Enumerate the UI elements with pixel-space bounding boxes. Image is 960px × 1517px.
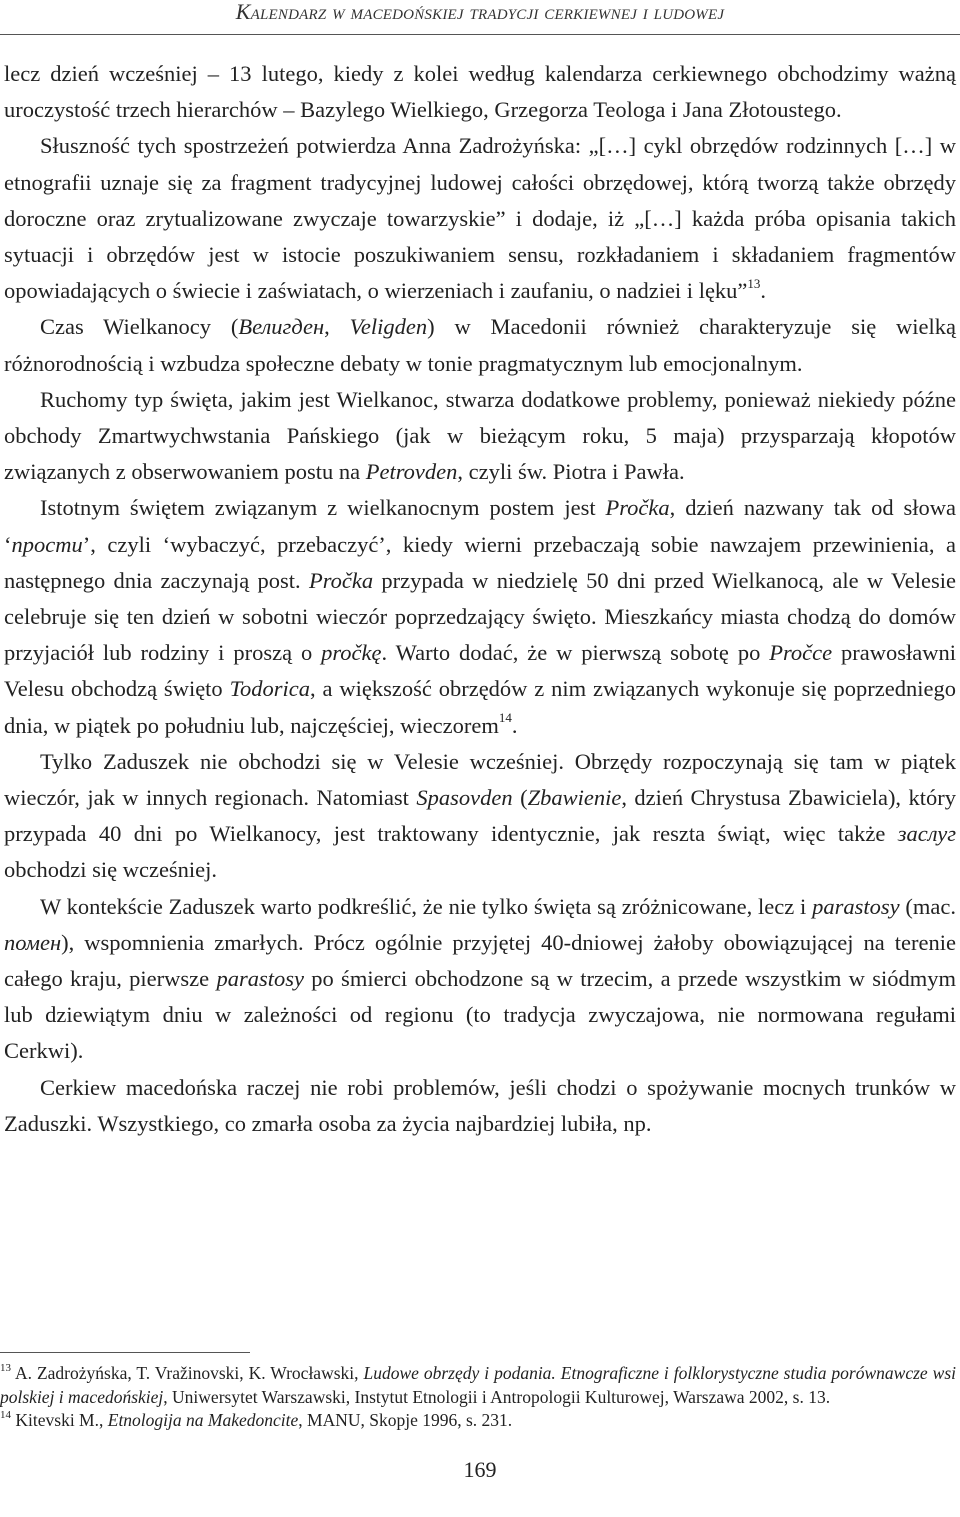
paragraph-4 — [4, 382, 956, 491]
footnote-number: 14 — [0, 1409, 11, 1422]
italic-term: помен — [4, 929, 62, 955]
italic-title: Ludowe obrzędy i podania. Etnograficzne i folklorystyczne studia porównawcze wsi polskiej i macedońskiej — [0, 1363, 956, 1407]
italic-term: Spasovden — [416, 785, 513, 811]
footnote-number: 13 — [0, 1362, 11, 1375]
text-run: , Uniwersytet Warszawski, Instytut Etnologii i Antropologii Kulturowej, Warszawa 2002, s. 13. — [163, 1386, 831, 1407]
text-run: Czas Wielkanocy ( — [40, 314, 239, 340]
header-divider — [0, 34, 960, 35]
footnote-14 — [0, 1409, 956, 1433]
footnote-divider — [0, 1352, 250, 1353]
paragraph-1 — [4, 56, 956, 128]
text-run: , a większość obrzędów z nim związanych wykonuje się poprzedniego dnia, w piątek po południu lub, najczęściej, wieczorem — [4, 676, 956, 738]
text-run: prawosławni Velesu obchodzą święto — [4, 640, 956, 702]
running-header: Kalendarz w macedońskiej tradycji cerkiewnej i ludowej — [235, 0, 725, 24]
text-run: obchodzi się wcześniej. — [4, 857, 218, 883]
italic-term: Veligden — [349, 314, 428, 340]
text-run: , — [324, 314, 350, 340]
paragraph-3 — [4, 309, 956, 381]
italic-term: Pročce — [769, 640, 833, 666]
text-run: ), wspomnienia zmarłych. Prócz ogólnie przyjętej 40-dniowej żałoby obowiązującej na terenie całego kraju, pierwsze — [4, 929, 956, 992]
italic-term: прости — [11, 531, 83, 557]
paragraph-8 — [4, 1070, 956, 1142]
italic-term: Zbawienie — [527, 785, 622, 811]
italic-term: Велигден — [238, 314, 325, 340]
footnotes — [0, 1362, 956, 1433]
text-run: . — [511, 712, 518, 738]
italic-term: Pročka — [308, 567, 374, 593]
italic-term: Pročka — [605, 495, 670, 521]
paragraph-2 — [4, 128, 956, 309]
text-run: Cerkiew macedońska raczej nie robi problemów, jeśli chodzi o spożywanie mocnych trunków w Zaduszki. Wszystkiego, co zmarła osoba za życia najbardziej lubiła, np. — [4, 1074, 956, 1136]
text-run: , czyli św. Piotra i Pawła. — [457, 459, 685, 485]
text-run: A. Zadrożyńska, T. Vražinovski, K. Wrocławski, — [11, 1363, 364, 1383]
text-run: po śmierci obchodzone są w trzecim, a przede wszystkim w siódmym lub dziewiątym dniu w zależności od regionu (to tradycja zwyczajowa, nie normowana regułami Cerkwi). — [4, 966, 956, 1064]
italic-title: Etnologija na Makedoncite — [107, 1410, 299, 1430]
text-run: , MANU, Skopje 1996, s. 231. — [298, 1410, 513, 1430]
text-run: Istotnym świętem związanym z wielkanocnym postem jest — [40, 495, 606, 521]
text-run: przypada w niedzielę 50 dni przed Wielkanocą, ale w Velesie celebruje się ten dzień w sobotni wieczór poprzedzający święto. Mieszkańcy miasta chodzą do domów przyjaciół lub rodziny i proszą o — [4, 567, 956, 666]
text-run: Kitevski M., — [11, 1410, 108, 1430]
italic-term: pročkę — [321, 640, 382, 666]
page-number: 169 — [463, 1457, 497, 1482]
footnote-ref-14[interactable]: 14 — [498, 710, 512, 726]
text-run: W kontekście Zaduszek warto podkreślić, że nie tylko święta są zróżnicowane, lecz i — [40, 893, 813, 919]
text-run: (mac. — [899, 893, 956, 919]
paragraph-6 — [4, 744, 956, 889]
text-run: . — [760, 278, 767, 304]
paragraph-5 — [4, 490, 956, 743]
text-run: Słuszność tych spostrzeżeń potwierdza Anna Zadrożyńska: „[…] cykl obrzędów rodzinnych […] w etnografii uznaje się za fragment tradycyjnej ludowej całości obrzędowej, którą tworzą także obrzędy doroczne oraz zrytualizowane zwyczaje towarzyskie” i dodaje, iż „[…] każda próba opisania takich sytuacji i obrzędów jest w istocie poszukiwaniem sensu, rozkładaniem i składaniem fragmentów opowiadających o świecie i zaświatach, o wierzeniach i zaufaniu, o nadziei i lęku” — [4, 133, 956, 304]
text-run: , dzień nazwany tak od słowa ‘ — [4, 495, 957, 557]
italic-term: parastosy — [812, 893, 900, 919]
text-run: lecz dzień wcześniej – 13 lutego, kiedy z kolei według kalendarza cerkiewnego obchodzimy ważną uroczystość trzech hierarchów – Bazylego Wielkiego, Grzegorza Teologa i Jana Złotoustego. — [4, 61, 956, 123]
footnote-13 — [0, 1362, 956, 1409]
italic-term: заслуг — [897, 821, 956, 847]
text-run: ) w Macedonii również charakteryzuje się wielką różnorodnością i wzbudza społeczne debaty w tonie pragmatycznym lub emocjonalnym. — [4, 314, 957, 376]
text-run: ’, czyli ‘wybaczyć, przebaczyć’, kiedy wierni przebaczają sobie nawzajem przewinienia, a następnego dnia zaczynają post. — [4, 531, 956, 593]
text-run: Ruchomy typ święta, jakim jest Wielkanoc, stwarza dodatkowe problemy, ponieważ niekiedy późne obchody Zmartwychwstania Pańskiego (jak w bieżącym roku, 5 maja) przysparzają kłopotów związanych z obserwowaniem postu na — [4, 386, 956, 485]
text-run: Tylko Zaduszek nie obchodzi się w Velesie wcześniej. Obrzędy rozpoczynają się tam w piątek wieczór, jak w innych regionach. Natomiast — [4, 748, 956, 811]
text-run: ( — [512, 785, 528, 811]
main-text — [4, 56, 956, 1142]
italic-term: parastosy — [216, 966, 304, 992]
text-run: , dzień Chrystusa Zbawiciela), który przypada 40 dni po Wielkanocy, jest traktowany identycznie, jak reszta świąt, więc także — [4, 785, 956, 847]
paragraph-7 — [4, 889, 956, 1070]
italic-term: Petrovden — [365, 459, 458, 485]
text-run: . Warto dodać, że w pierwszą sobotę po — [381, 640, 770, 666]
italic-term: Todorica — [229, 676, 311, 702]
footnote-ref-13[interactable]: 13 — [747, 275, 761, 291]
